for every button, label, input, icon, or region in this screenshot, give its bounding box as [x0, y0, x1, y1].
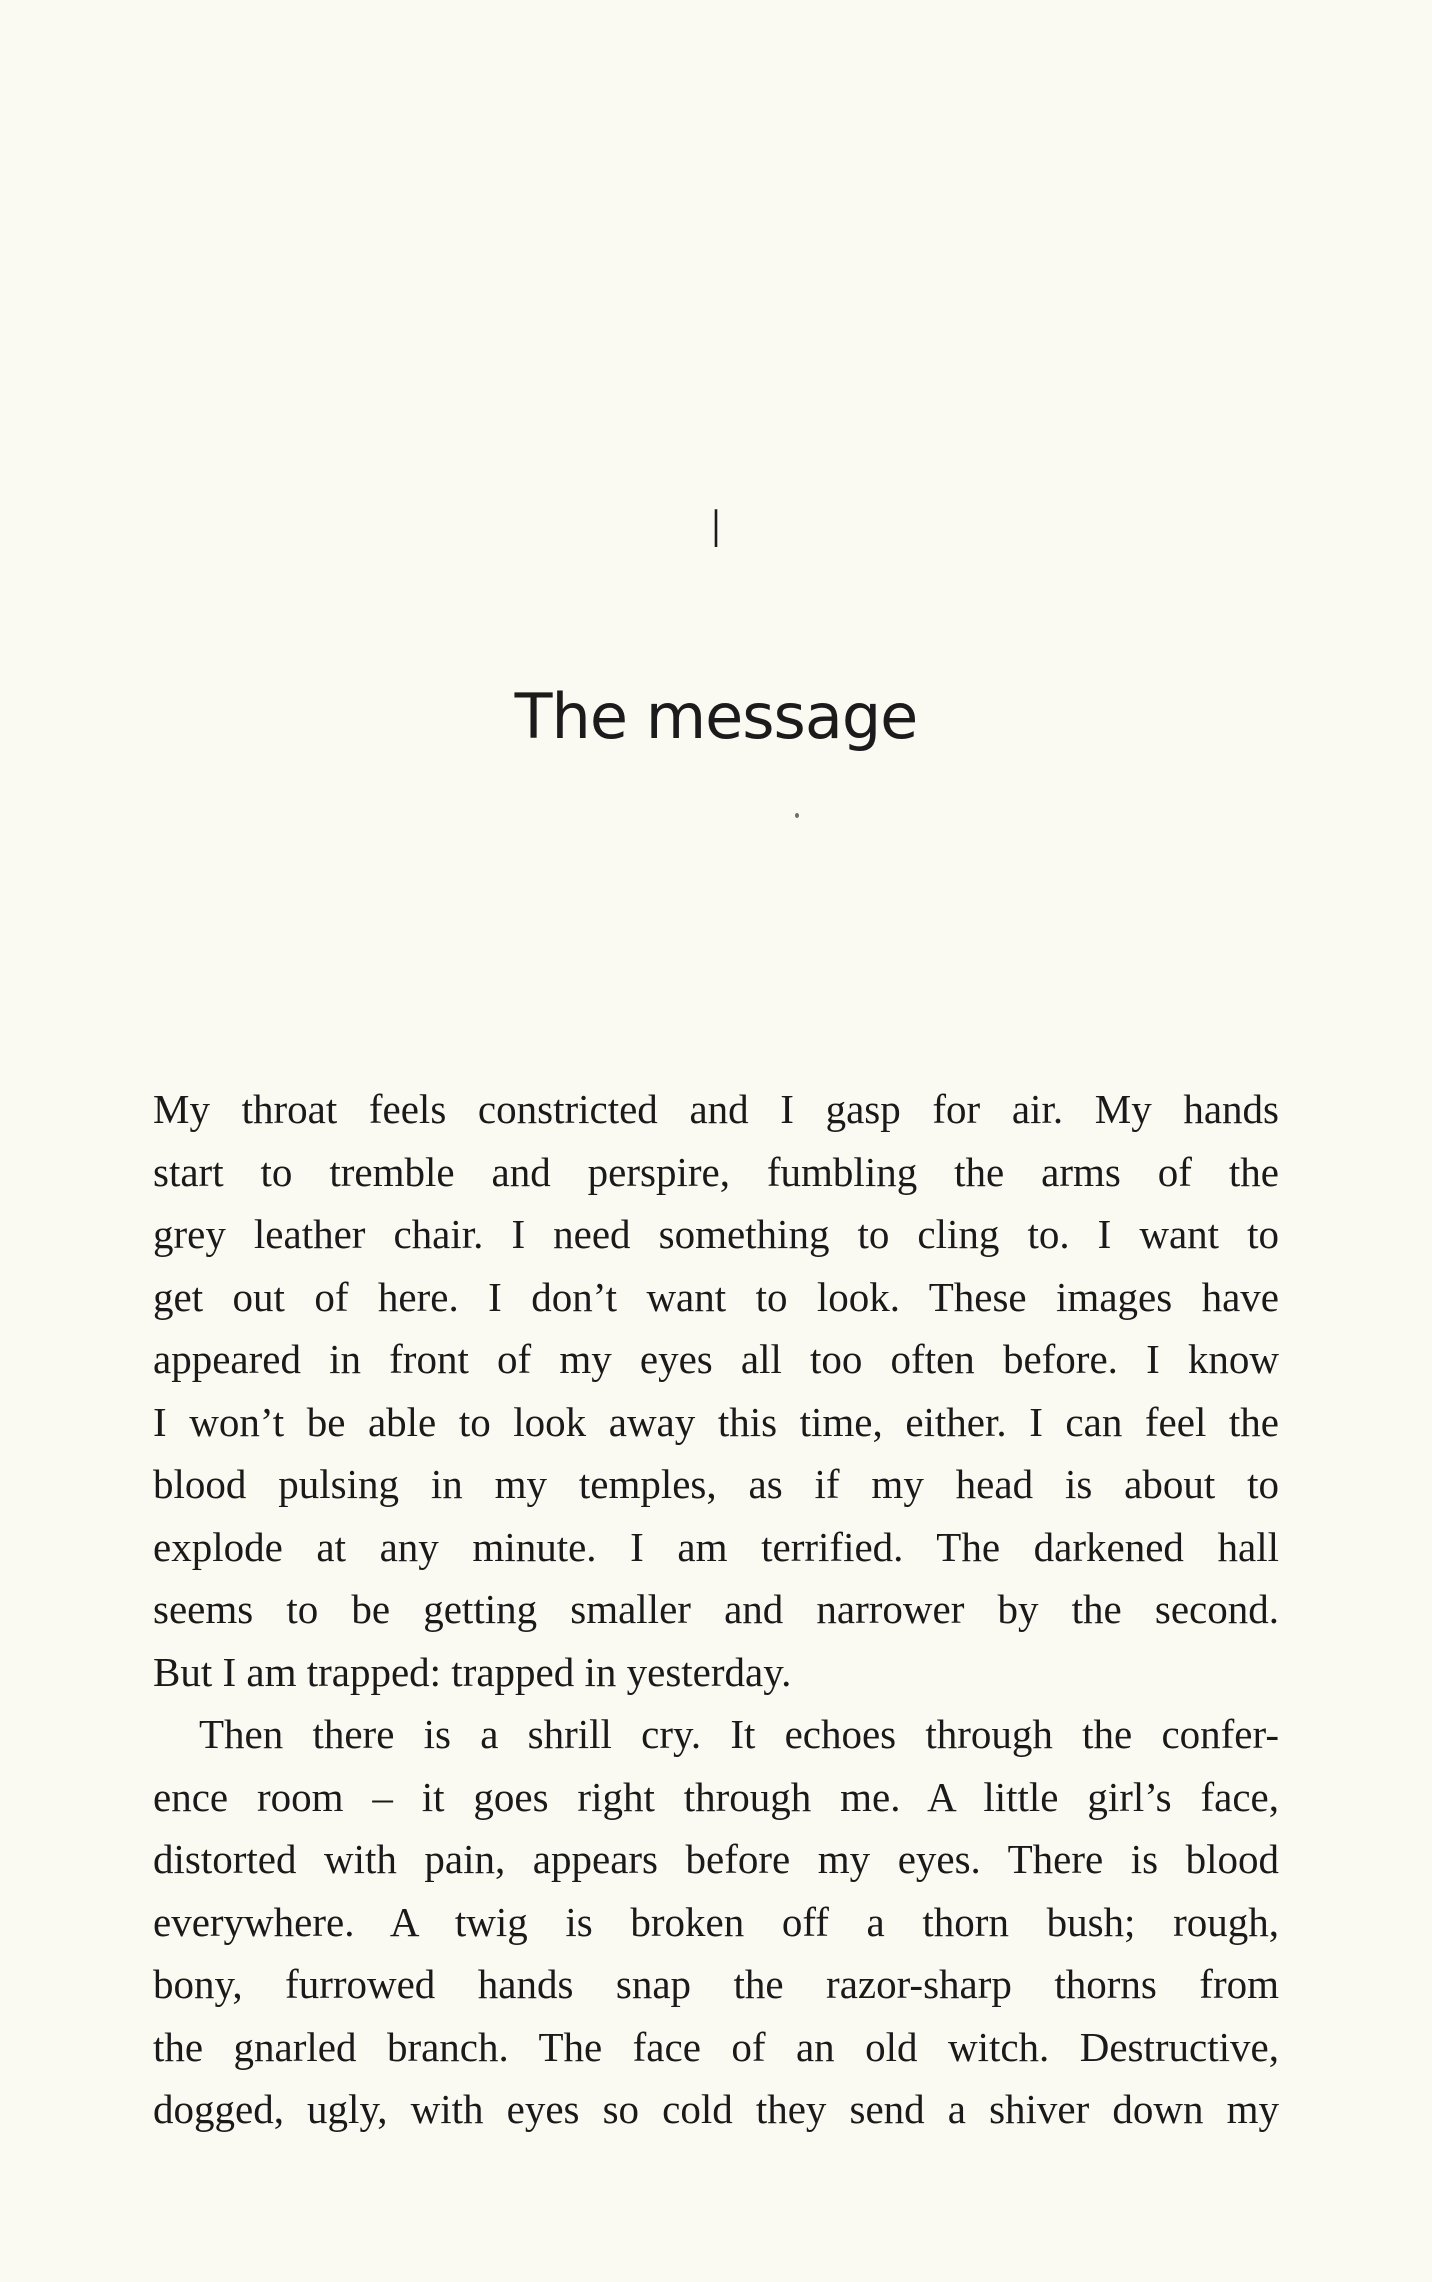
text-line: the gnarled branch. The face of an old witch. Destructive,: [153, 2023, 1279, 2070]
text-line: I won’t be able to look away this time, either. I can feel the: [153, 1398, 1279, 1445]
text-line: everywhere. A twig is broken off a thorn bush; rough,: [153, 1898, 1279, 1945]
text-line: appeared in front of my eyes all too often before. I know: [153, 1336, 1279, 1382]
text-line: blood pulsing in my temples, as if my head is about to: [153, 1461, 1279, 1507]
text-line: My throat feels constricted and I gasp for air. My hands: [153, 1086, 1279, 1132]
text-line: distorted with pain, appears before my eyes. There is blood: [153, 1836, 1279, 1882]
text-line: explode at any minute. I am terrified. The darkened hall: [153, 1523, 1279, 1570]
text-line: bony, furrowed hands snap the razor-sharp thorns from: [153, 1961, 1279, 2007]
text-line: get out of here. I don’t want to look. These images have: [153, 1273, 1279, 1320]
text-line: dogged, ugly, with eyes so cold they send a shiver down my: [153, 2086, 1279, 2132]
text-line: seems to be getting smaller and narrower by the second.: [153, 1586, 1279, 1632]
print-speck: [795, 813, 799, 818]
text-line: Then there is a shrill cry. It echoes through the confer-: [199, 1711, 1279, 1757]
text-line: grey leather chair. I need something to cling to. I want to: [153, 1211, 1279, 1257]
text-line: start to tremble and perspire, fumbling the arms of the: [153, 1148, 1279, 1195]
chapter-number: I: [708, 500, 724, 560]
text-line: But I am trapped: trapped in yesterday.: [153, 1648, 792, 1695]
chapter-title: The message: [514, 680, 918, 753]
body-text: [153, 1078, 1279, 2141]
text-line: ence room – it goes right through me. A little girl’s face,: [153, 1773, 1279, 1820]
